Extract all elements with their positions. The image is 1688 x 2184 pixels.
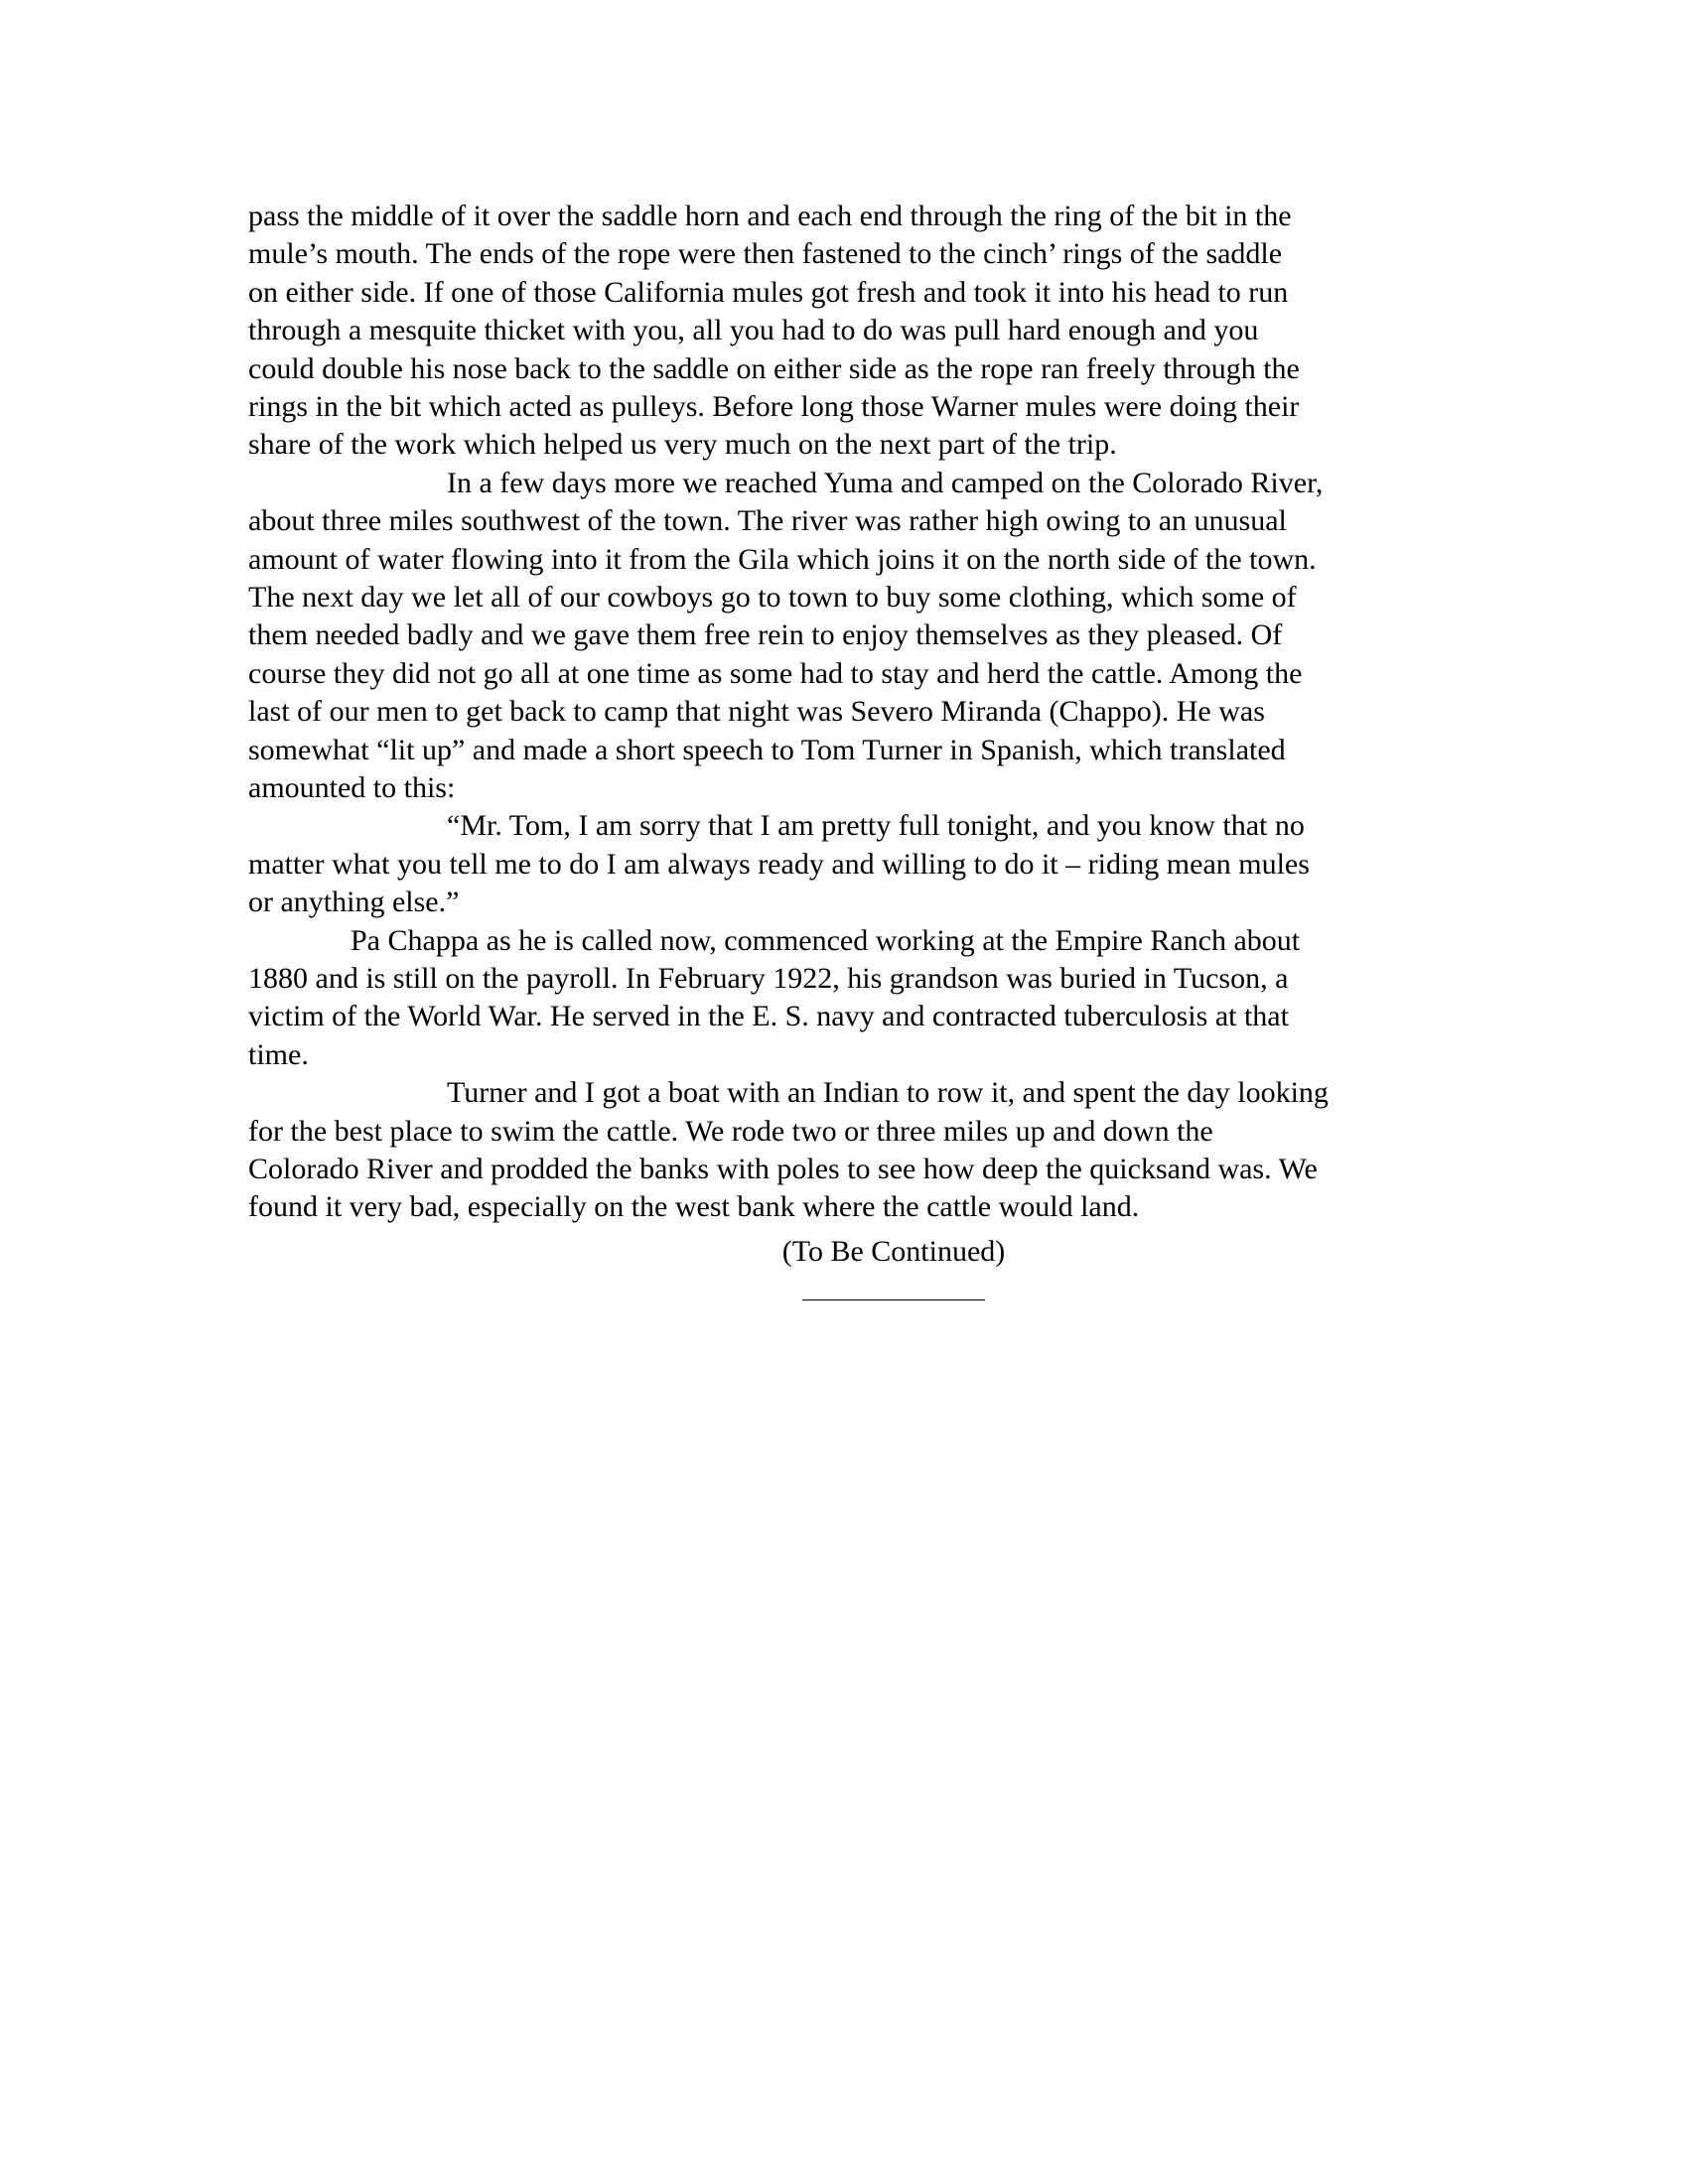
text-line: through a mesquite thicket with you, all you had to do was pull hard enough and you: [248, 314, 1259, 347]
text-line: The next day we let all of our cowboys go to town to buy some clothing, which some of: [248, 581, 1297, 614]
text-line: about three miles southwest of the town. The river was rather high owing to an unusual: [248, 504, 1287, 538]
text-line: Turner and I got a boat with an Indian to row it, and spent the day looking: [447, 1076, 1329, 1110]
text-line: amounted to this:: [248, 771, 456, 804]
text-line: somewhat “lit up” and made a short speech to Tom Turner in Spanish, which translated: [248, 733, 1286, 766]
text-line: or anything else.”: [248, 886, 460, 919]
text-line: share of the work which helped us very much on the next part of the trip.: [248, 428, 1117, 462]
text-line: rings in the bit which acted as pulleys. Before long those Warner mules were doing their: [248, 390, 1300, 423]
text-line: In a few days more we reached Yuma and camped on the Colorado River,: [447, 466, 1324, 499]
text-line: course they did not go all at one time as some had to stay and herd the cattle. Among the: [248, 656, 1303, 690]
text-line: mule’s mouth. The ends of the rope were then fastened to the cinch’ rings of the saddle: [248, 237, 1283, 271]
text-line: them needed badly and we gave them free rein to enjoy themselves as they pleased. Of: [248, 618, 1283, 652]
text-line: Pa Chappa as he is called now, commenced working at the Empire Ranch about: [351, 923, 1301, 957]
text-line: could double his nose back to the saddle on either side as the rope ran freely through the: [248, 351, 1300, 385]
text-line: last of our men to get back to camp that night was Severo Miranda (Chappo). He was: [248, 695, 1265, 729]
text-line: “Mr. Tom, I am sorry that I am pretty full tonight, and you know that no: [447, 809, 1305, 843]
section-divider-rule: [802, 1299, 985, 1300]
text-line: found it very bad, especially on the west bank where the cattle would land.: [248, 1190, 1140, 1224]
text-line: on either side. If one of those California mules got fresh and took it into his head to run: [248, 275, 1289, 309]
text-line: Colorado River and prodded the banks with poles to see how deep the quicksand was. We: [248, 1153, 1318, 1185]
to-be-continued-note: (To Be Continued): [781, 1234, 1006, 1268]
text-line: 1880 and is still on the payroll. In February 1922, his grandson was buried in Tucson, a: [248, 962, 1289, 995]
text-line: amount of water flowing into it from the Gila which joins it on the north side of the town.: [248, 542, 1317, 576]
text-line: time.: [248, 1037, 309, 1071]
text-line: matter what you tell me to do I am always ready and willing to do it – riding mean mules: [248, 847, 1310, 881]
text-line: victim of the World War. He served in the E. S. navy and contracted tuberculosis at that: [248, 1000, 1289, 1033]
text-line: for the best place to swim the cattle. We rode two or three miles up and down the: [248, 1114, 1213, 1148]
text-line: pass the middle of it over the saddle horn and each end through the ring of the bit in the: [248, 200, 1292, 232]
